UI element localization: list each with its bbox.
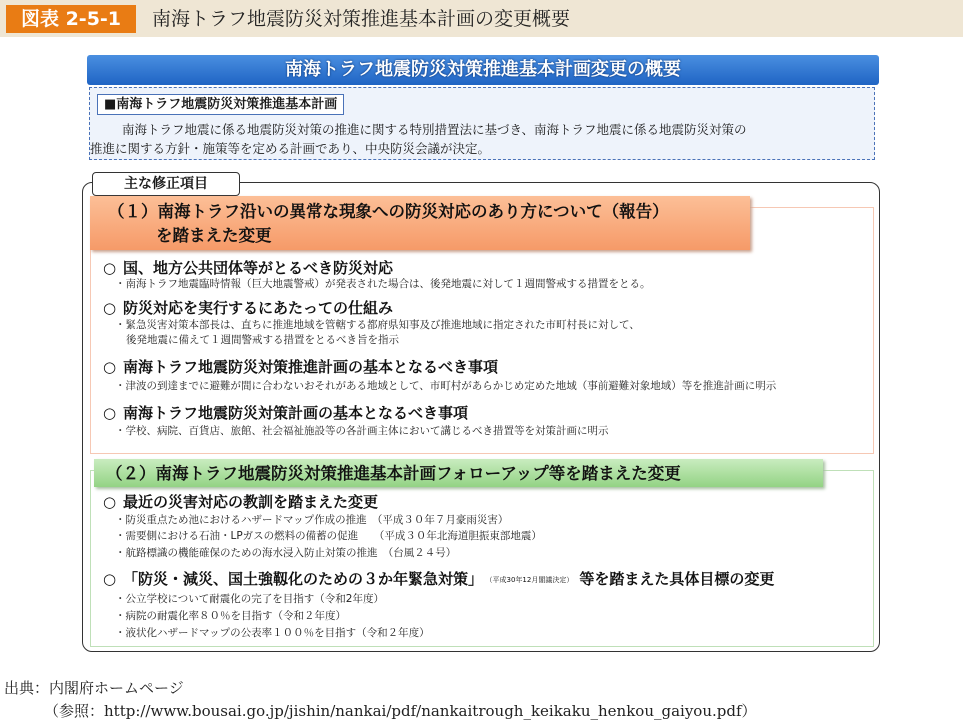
plan-description-box bbox=[89, 87, 875, 160]
circle-mark: ○ bbox=[103, 358, 117, 376]
figure-header bbox=[0, 0, 963, 37]
section2-item-1-bullet-2: ・需要側における石油・LPガスの燃料の備蓄の促進 （平成３０年北海道胆振東部地震） bbox=[115, 530, 542, 542]
circle-mark: ○ bbox=[103, 299, 117, 317]
section1-item-3-title bbox=[103, 357, 498, 377]
section2-item-2-title bbox=[103, 569, 774, 590]
plan-text-line1: 南海トラフ地震に係る地震防災対策の推進に関する特別措置法に基づき、南海トラフ地震に係る地震防災対策の bbox=[122, 122, 747, 137]
main-revisions-tab: 主な修正項目 bbox=[92, 172, 240, 196]
figure-label: 図表 2-5-1 bbox=[6, 5, 136, 33]
section2-item-1-title bbox=[103, 492, 378, 512]
plan-text-line2: 推進に関する方針・施策等を定める計画であり、中央防災会議が決定。 bbox=[90, 141, 491, 156]
section1-item-2-bullet-2: 後発地震に備えて１週間警戒する措置をとるべき旨を指示 bbox=[126, 334, 399, 346]
section2-item-2-note: （平成30年12月閣議決定） bbox=[489, 575, 574, 584]
section1-item-3-label: 南海トラフ地震防災対策推進計画の基本となるべき事項 bbox=[123, 358, 499, 376]
section2-item-2-bullet-1: ・公立学校について耐震化の完了を目指す（令和2年度） bbox=[115, 593, 384, 605]
section1-title-line1: （１）南海トラフ沿いの異常な現象への防災対応のあり方について（報告） bbox=[108, 202, 669, 221]
section1-item-1-bullet-1: ・南海トラフ地震臨時情報（巨大地震警戒）が発表された場合は、後発地震に対して１週間警戒する措置をとる。 bbox=[115, 278, 651, 290]
section2-item-2-label-post: 等を踏まえた具体目標の変更 bbox=[579, 570, 775, 588]
overview-banner: 南海トラフ地震防災対策推進基本計画変更の概要 bbox=[87, 55, 879, 85]
section1-item-3-bullet-1: ・津波の到達までに避難が間に合わないおそれがある地域として、市町村があらかじめ定めた地域（事前避難対象地域）等を推進計画に明示 bbox=[115, 380, 777, 392]
section1-item-2-bullet-1: ・緊急災害対策本部長は、直ちに推進地域を管轄する都府県知事及び推進地域に指定された市町村長に対して、 bbox=[115, 319, 640, 331]
plan-label: ■南海トラフ地震防災対策推進基本計画 bbox=[97, 94, 344, 115]
section1-title-line2: を踏まえた変更 bbox=[156, 226, 272, 245]
section1-heading bbox=[90, 196, 750, 250]
source-url: （参照：http://www.bousai.go.jp/jishin/nankai/pdf/nankaitrough_keikaku_henkou_gaiyou.pdf） bbox=[44, 702, 757, 720]
plan-text bbox=[90, 120, 826, 158]
circle-mark: ○ bbox=[103, 404, 117, 422]
section1-item-1-label: 国、地方公共団体等がとるべき防災対応 bbox=[123, 259, 394, 277]
section2-heading bbox=[94, 459, 823, 487]
source-label: 出典：内閣府ホームページ bbox=[4, 679, 184, 697]
section1-item-4-title bbox=[103, 403, 468, 423]
circle-mark: ○ bbox=[103, 570, 117, 588]
circle-mark: ○ bbox=[103, 493, 117, 511]
section1-item-4-bullet-1: ・学校、病院、百貨店、旅館、社会福祉施設等の各計画主体において講じるべき措置等を対策計画に明示 bbox=[115, 425, 609, 437]
section2-title: （２）南海トラフ地震防災対策推進基本計画フォローアップ等を踏まえた変更 bbox=[106, 464, 681, 483]
section1-item-2-title bbox=[103, 298, 393, 318]
section2-item-1-label: 最近の災害対応の教訓を踏まえた変更 bbox=[123, 493, 379, 511]
figure-title: 南海トラフ地震防災対策推進基本計画の変更概要 bbox=[152, 8, 571, 30]
section1-item-2-label: 防災対応を実行するにあたっての仕組み bbox=[123, 299, 394, 317]
circle-mark: ○ bbox=[103, 259, 117, 277]
section1-item-1-title bbox=[103, 258, 393, 278]
section2-item-2-bullet-2: ・病院の耐震化率８０％を目指す（令和２年度） bbox=[115, 610, 346, 622]
section1-item-4-label: 南海トラフ地震防災対策計画の基本となるべき事項 bbox=[123, 404, 469, 422]
section2-item-2-bullet-3: ・液状化ハザードマップの公表率１００％を目指す（令和２年度） bbox=[115, 627, 430, 639]
section2-item-1-bullet-3: ・航路標識の機能確保のための海水浸入防止対策の推進 （台風２４号） bbox=[115, 547, 457, 559]
section2-item-1-bullet-1: ・防災重点ため池におけるハザードマップ作成の推進 （平成３０年７月豪雨災害） bbox=[115, 514, 509, 526]
section2-item-2-label-pre: 「防災・減災、国土強靱化のための３か年緊急対策」 bbox=[123, 570, 484, 588]
